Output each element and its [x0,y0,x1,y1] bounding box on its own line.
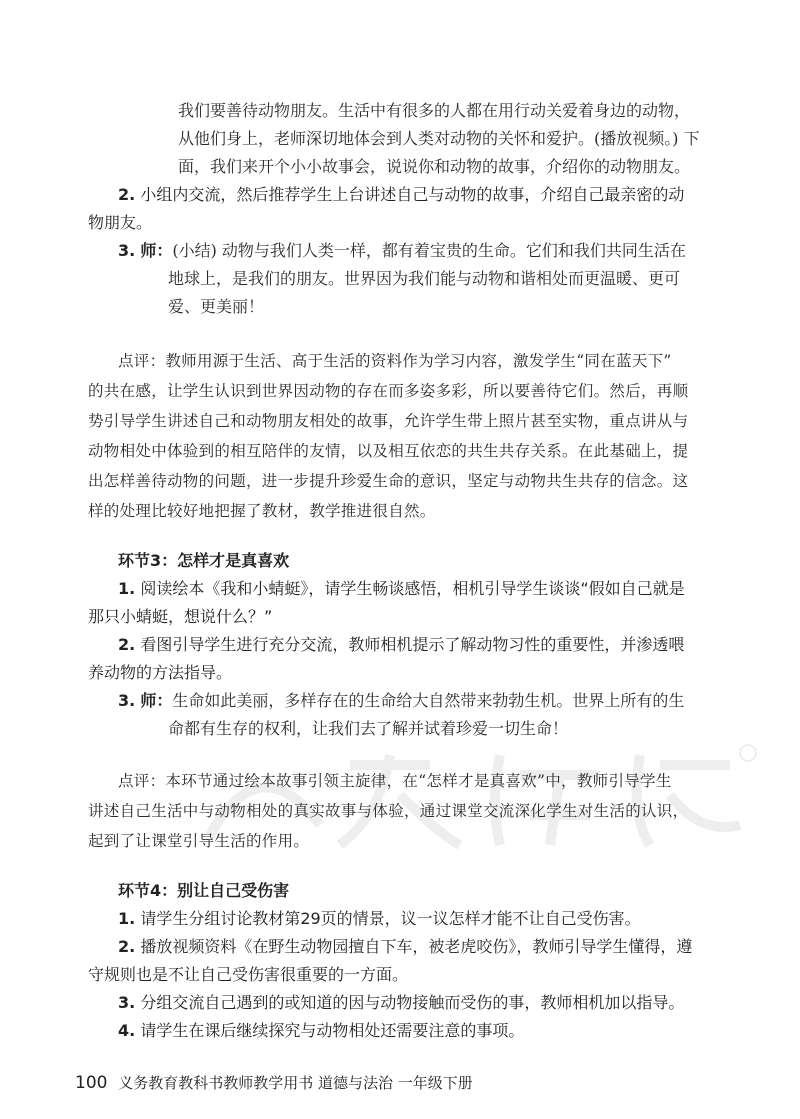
step-number: 3. [118,241,136,260]
teacher-speech: (小结) 动物与我们人类一样，都有着宝贵的生命。它们和我们共同生活在 [172,241,686,260]
comment-line: 讲述自己生活中与动物相处的真实故事与体验，通过课堂交流深化学生对生活的认识， [88,802,689,820]
step-text: 阅读绘本《我和小蜻蜓》，请学生畅谈感悟，相机引导学生谈谈“假如自己就是 [140,579,685,598]
section4-item-3 [118,990,684,1016]
teacher-speech-line: 爱、更美丽！ [168,297,265,316]
comment-line: 动物相处中体验到的相互陪伴的友情，以及相互依恋的共生共存关系。在此基础上，提 [88,442,689,460]
comment-line: 势引导学生讲述自己和动物朋友相处的故事，允许学生带上照片甚至实物，重点讲从与 [88,412,689,430]
step-text: 小组内交流，然后推荐学生上台讲述自己与动物的故事，介绍自己最亲密的动 [140,185,685,204]
teacher-label: 师： [140,241,173,260]
teacher-speech: 生命如此美丽，多样存在的生命给大自然带来勃勃生机。世界上所有的生 [172,691,685,710]
step-text: 看图引导学生进行充分交流，教师相机提示了解动物习性的重要性，并渗透喂 [140,635,685,654]
comment-line: 点评：教师用源于生活、高于生活的资料作为学习内容，激发学生“同在蓝天下” [118,352,672,370]
section3-item-3 [118,688,684,714]
step-text: 请学生分组讨论教材第29页的情景，议一议怎样才能不让自己受伤害。 [140,909,641,928]
step-text: 播放视频资料《在野生动物园擅自下车，被老虎咬伤》，教师引导学生懂得，遵 [140,937,693,956]
intro-line: 我们要善待动物朋友。生活中有很多的人都在用行动关爱着身边的动物， [178,101,691,120]
section3-item-1 [118,576,685,602]
step-3 [118,238,686,264]
teacher-label: 师： [140,691,173,710]
section-heading: 环节4：别让自己受伤害 [118,881,290,900]
step-text-continued: 物朋友。 [88,213,153,232]
step-text-continued: 那只小蜻蜓，想说什么？” [88,607,273,626]
book-title: 义务教育教科书教师教学用书 道德与法治 一年级下册 [118,1074,473,1092]
section3-item-2 [118,632,684,658]
step-number: 4. [118,1021,136,1040]
section4-item-4 [118,1018,524,1044]
comment-line: 出怎样善待动物的问题，进一步提升珍爱生命的意识，坚定与动物共生共存的信念。这 [88,472,689,490]
section4-item-2 [118,934,692,960]
comment-line: 样的处理比较好地把握了教材，教学推进很自然。 [88,502,436,520]
step-number: 2. [118,185,136,204]
step-number: 1. [118,579,136,598]
page-number: 100 [75,1073,108,1093]
step-text-continued: 养动物的方法指导。 [88,663,233,682]
step-text: 请学生在课后继续探究与动物相处还需要注意的事项。 [140,1021,525,1040]
step-number: 2. [118,635,136,654]
comment-line: 起到了让课堂引导生活的作用。 [88,832,310,850]
step-number: 3. [118,993,136,1012]
step-text-continued: 守规则也是不让自己受伤害很重要的一方面。 [88,965,409,984]
teacher-speech-line: 命都有生存的权利，让我们去了解并试着珍爱一切生命！ [168,719,569,738]
comment-line: 点评：本环节通过绘本故事引领主旋律，在“怎样才是真喜欢”中，教师引导学生 [118,772,672,790]
step-number: 2. [118,937,136,956]
teacher-speech-line: 地球上，是我们的朋友。世界因为我们能与动物和谐相处而更温暖、更可 [168,269,681,288]
section4-item-1 [118,906,641,932]
step-number: 3. [118,691,136,710]
comment-line: 的共在感，让学生认识到世界因动物的存在而多姿多彩，所以要善待它们。然后，再顺 [88,382,689,400]
section-heading: 环节3：怎样才是真喜欢 [118,551,290,570]
page-footer [75,1072,473,1094]
intro-line: 从他们身上，老师深切地体会到人类对动物的关怀和爱护。(播放视频。) 下 [178,129,700,148]
step-text: 分组交流自己遇到的或知道的因与动物接触而受伤的事，教师相机加以指导。 [140,993,685,1012]
intro-line: 面，我们来开个小小故事会，说说你和动物的故事，介绍你的动物朋友。 [178,157,691,176]
step-2 [118,182,684,208]
step-number: 1. [118,909,136,928]
